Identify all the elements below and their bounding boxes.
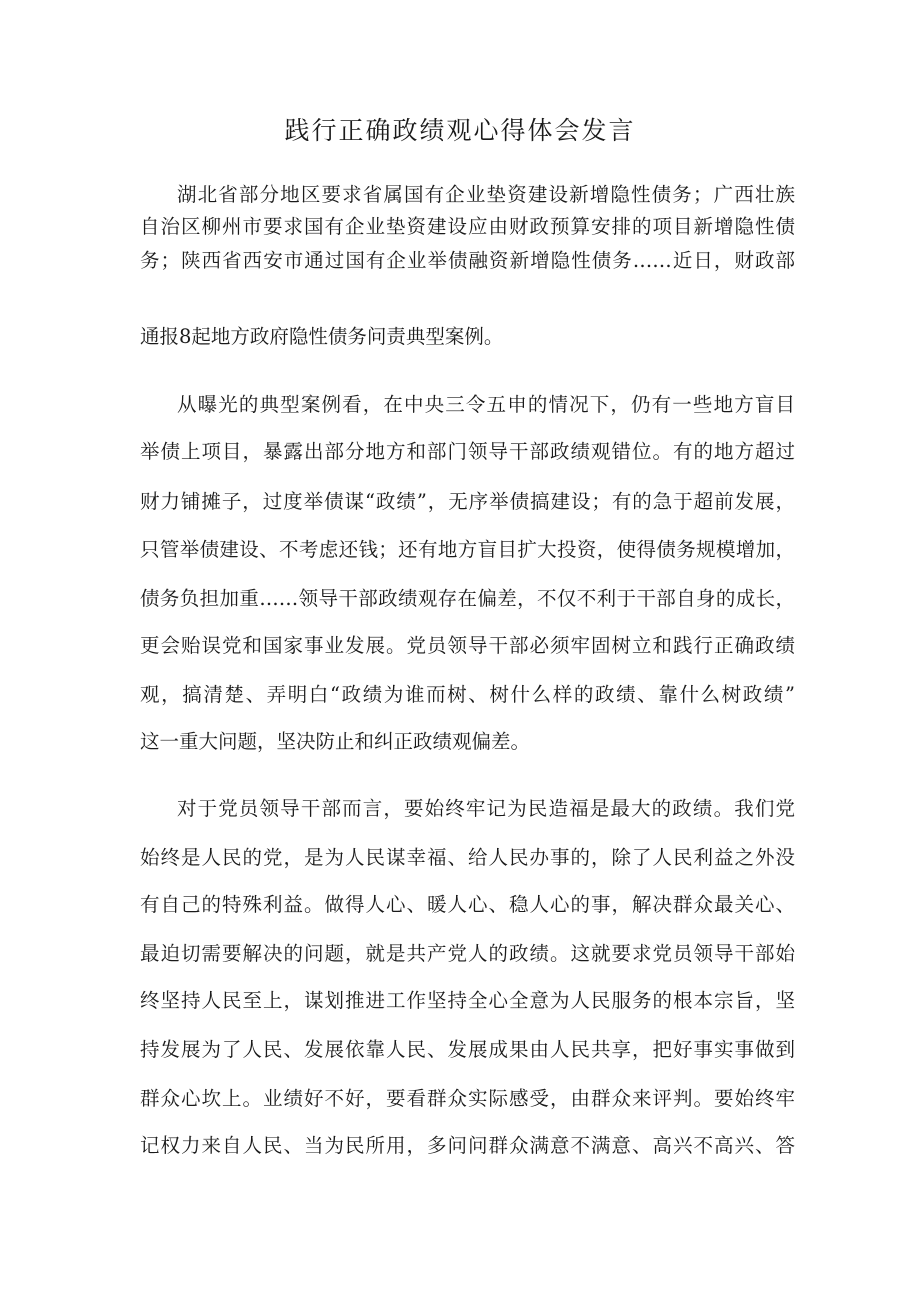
paragraph-2-line-2: 举债上项目，暴露出部分地方和部门领导干部政绩观错位。有的地方超过 [140,440,795,463]
paragraph-3-line-6: 持发展为了人民、发展依靠人民、发展成果由人民共享，把好事实事做到 [140,1038,795,1061]
paragraph-3-line-5: 终坚持人民至上，谋划推进工作坚持全心全意为人民服务的根本宗旨，坚 [140,989,795,1012]
paragraph-2-line-4: 只管举债建设、不考虑还钱；还有地方盲目扩大投资，使得债务规模增加， [140,538,795,561]
paragraph-2-line-5: 债务负担加重……领导干部政绩观存在偏差，不仅不利于干部自身的成长， [140,587,795,610]
paragraph-2-line-3: 财力铺摊子，过度举债谋“政绩”，无序举债搞建设；有的急于超前发展， [140,490,795,513]
paragraph-3-line-3: 有自己的特殊利益。做得人心、暖人心、稳人心的事，解决群众最关心、 [140,893,795,916]
paragraph-3-line-2: 始终是人民的党，是为人民谋幸福、给人民办事的，除了人民利益之外没 [140,846,795,869]
paragraph-2-line-1: 从曝光的典型案例看，在中央三令五申的情况下，仍有一些地方盲目 [177,393,795,416]
paragraph-3-line-8: 记权力来自人民、当为民所用，多问问群众满意不满意、高兴不高兴、答 [140,1134,795,1157]
paragraph-1-line-3: 务；陕西省西安市通过国有企业举债融资新增隐性债务……近日，财政部 [140,249,795,272]
document-title: 践行正确政绩观心得体会发言 [284,116,636,145]
paragraph-2-line-6: 更会贻误党和国家事业发展。党员领导干部必须牢固树立和践行正确政绩 [140,634,795,657]
paragraph-3-line-7: 群众心坎上。业绩好不好，要看群众实际感受，由群众来评判。要始终牢 [140,1087,795,1110]
paragraph-3-line-4: 最迫切需要解决的问题，就是共产党人的政绩。这就要求党员领导干部始 [140,942,795,965]
paragraph-2-line-8: 这一重大问题，坚决防止和纠正政绩观偏差。 [140,730,531,753]
paragraph-1-line-1: 湖北省部分地区要求省属国有企业垫资建设新增隐性债务；广西壮族 [177,183,795,206]
paragraph-1-line-4: 通报8起地方政府隐性债务问责典型案例。 [140,325,504,348]
paragraph-1-line-2: 自治区柳州市要求国有企业垫资建设应由财政预算安排的项目新增隐性债 [140,215,795,238]
paragraph-3-line-1: 对于党员领导干部而言，要始终牢记为民造福是最大的政绩。我们党 [177,797,795,820]
paragraph-2-line-7: 观，搞清楚、弄明白“政绩为谁而树、树什么样的政绩、靠什么树政绩” [140,683,795,706]
